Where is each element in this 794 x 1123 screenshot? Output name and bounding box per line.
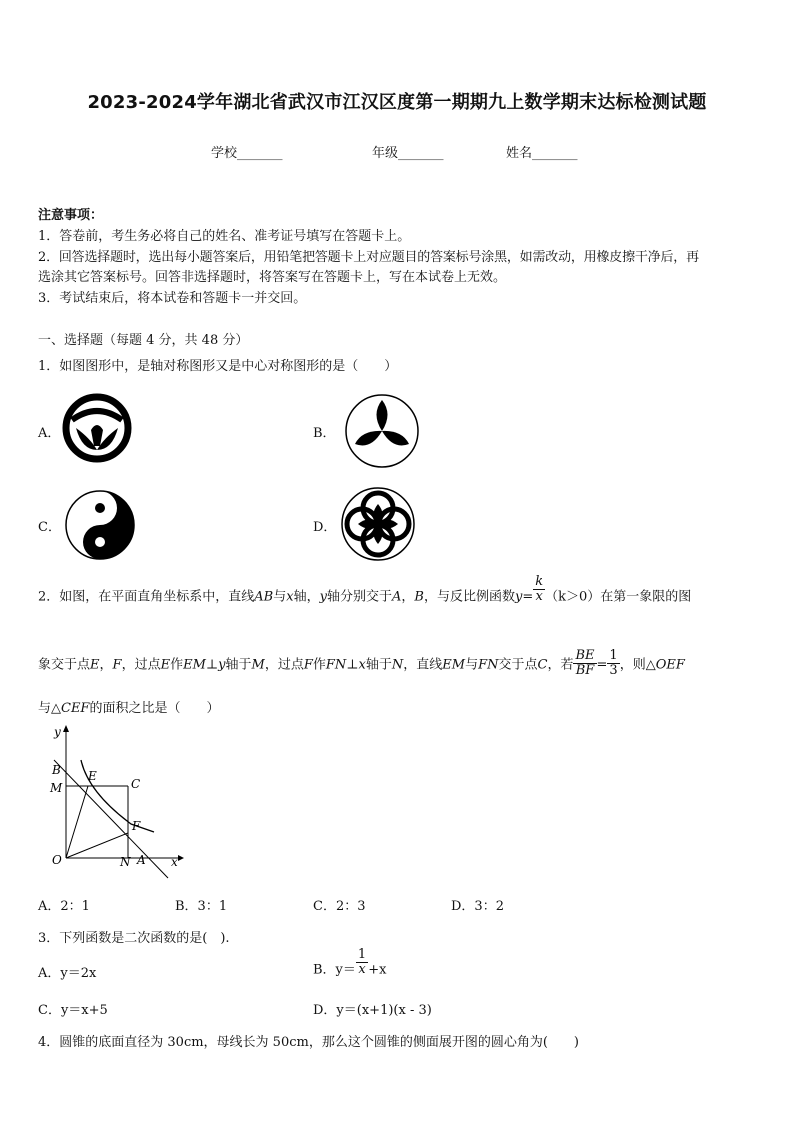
q2-text: ，与反比例函数 <box>423 589 515 605</box>
q2-line1 <box>38 574 692 605</box>
q2-var-CEF: CEF <box>61 701 90 716</box>
q2-text: 轴于 <box>225 657 252 673</box>
grade-field: 年级_______ <box>372 146 444 161</box>
name-field: 姓名_______ <box>506 146 578 161</box>
q1-stem: 1．如图图形中，是轴对称图形又是中心对称图形的是（ ） <box>38 359 398 374</box>
section-heading: 一、选择题（每题 4 分，共 48 分） <box>38 333 249 348</box>
q2-var-AB: AB <box>254 589 274 605</box>
q2-text: 交于点 <box>498 657 538 673</box>
q2-text: 2．如图，在平面直角坐标系中，直线 <box>38 589 255 605</box>
q3-option-b-suffix: +x <box>368 962 387 978</box>
q2-text: ，则△ <box>619 657 656 673</box>
q2-var-y: y <box>514 589 523 605</box>
q2-option-b: B．3：1 <box>175 899 228 914</box>
q3-fraction-one-over-x <box>356 948 368 978</box>
line-ab <box>54 760 168 878</box>
q2-var-E: E <box>90 657 100 673</box>
q1-option-b-label: B． <box>313 426 336 441</box>
fraction-denominator: BF <box>575 663 595 679</box>
q2-option-d: D．3：2 <box>451 899 504 914</box>
q2-text: 轴， <box>293 589 320 605</box>
q2-var-EM: EM <box>442 657 466 673</box>
q2-var-EM: EM <box>183 657 206 673</box>
fraction-numerator: 1 <box>357 947 367 962</box>
q3-option-b <box>313 947 387 978</box>
q2-text: 作 <box>170 657 184 673</box>
label-c: C <box>131 777 141 791</box>
q2-var-B: B <box>414 589 424 605</box>
q4-stem: 4．圆锥的底面直径为 30cm，母线长为 50cm，那么这个圆锥的侧面展开图的圆心角为( ) <box>38 1035 579 1050</box>
q2-fraction-k-over-x <box>533 575 545 605</box>
q2-line2 <box>38 648 685 679</box>
q2-eq: = <box>522 589 534 605</box>
q2-var-F: F <box>112 657 122 673</box>
q2-option-c: C．2：3 <box>313 899 366 914</box>
fraction-numerator: 1 <box>609 648 618 663</box>
q2-text: 象交于点 <box>38 657 91 673</box>
q2-text: ，过点 <box>264 657 304 673</box>
q2-text: 轴分别交于 <box>326 589 392 605</box>
q1-option-d-label: D． <box>313 520 337 535</box>
label-m: M <box>50 781 63 795</box>
note-3: 3．考试结束后，将本试卷和答题卡一并交回。 <box>38 291 307 306</box>
label-b: B <box>52 763 61 777</box>
segment-oe <box>66 786 88 858</box>
q2-perp-x: ⊥x <box>346 657 366 673</box>
q2-text: 与 <box>465 657 479 673</box>
q1-option-d-figure <box>338 484 418 564</box>
q2-coordinate-figure <box>36 722 186 882</box>
fraction-denominator: x <box>535 589 543 605</box>
q2-line3 <box>38 697 219 716</box>
q3-option-c: C．y＝x+5 <box>38 1003 108 1018</box>
q1-option-c-figure <box>62 487 140 565</box>
q1-option-a-figure <box>60 390 136 466</box>
q2-var-FN: FN <box>325 657 347 673</box>
q2-fraction-be-over-bf <box>573 649 596 679</box>
q3-option-d: D．y＝(x+1)(x - 3) <box>313 1003 432 1018</box>
q2-text: ，若 <box>547 657 574 673</box>
q2-text: ， <box>99 657 113 673</box>
q2-var-F: F <box>303 657 313 673</box>
label-o: O <box>52 853 62 867</box>
segment-of <box>66 833 128 858</box>
q2-option-a: A．2：1 <box>38 899 90 914</box>
q2-var-C: C <box>537 657 548 673</box>
q2-var-A: A <box>391 589 402 605</box>
q2-text: 与△ <box>38 701 61 716</box>
label-e: E <box>88 769 97 783</box>
q3-option-a: A．y＝2x <box>38 966 97 981</box>
label-f: F <box>132 819 141 833</box>
notes-heading: 注意事项： <box>38 208 104 223</box>
note-2-line1: 2．回答选择题时，选出每小题答案后，用铅笔把答题卡上对应题目的答案标号涂黑，如需改动，用橡皮擦干净后，再 <box>38 250 699 265</box>
q3-option-b-prefix: B．y＝ <box>313 962 356 978</box>
fraction-denominator: x <box>358 962 366 978</box>
q2-text: 与 <box>273 589 287 605</box>
q2-text: 作 <box>312 657 326 673</box>
fraction-numerator: BE <box>575 648 595 663</box>
q2-perp-y: ⊥y <box>205 657 226 673</box>
note-1: 1．答卷前，考生务必将自己的姓名、准考证号填写在答题卡上。 <box>38 229 411 244</box>
page-title: 2023-2024学年湖北省武汉市江汉区度第一期期九上数学期末达标检测试题 <box>87 92 707 113</box>
q2-text: 的面积之比是（ ） <box>89 701 220 716</box>
q2-text: ，直线 <box>403 657 443 673</box>
q2-var-OEF: OEF <box>655 657 685 673</box>
x-axis-arrow-icon <box>178 855 184 861</box>
q1-option-b-figure <box>343 392 421 470</box>
q2-var-E: E <box>160 657 171 673</box>
q2-var-y: y <box>319 589 327 605</box>
q2-var-M: M <box>251 657 265 673</box>
fraction-denominator: 3 <box>609 663 618 679</box>
q2-text: ，过点 <box>121 657 161 673</box>
q1-option-a-label: A． <box>38 426 61 441</box>
q2-fraction-one-third <box>607 649 619 679</box>
q2-var-FN: FN <box>478 657 499 673</box>
school-field: 学校_______ <box>211 146 283 161</box>
q2-var-N: N <box>391 657 404 673</box>
label-y: y <box>54 725 61 739</box>
q2-text: （k＞0）在第一象限的图 <box>545 589 692 605</box>
label-a: A <box>137 853 146 867</box>
q2-eq: = <box>596 657 608 673</box>
y-axis-arrow-icon <box>63 725 69 732</box>
fraction-numerator: k <box>535 574 544 589</box>
label-n: N <box>120 855 131 869</box>
q2-var-x: x <box>286 589 294 605</box>
note-2-line2: 选涂其它答案标号。回答非选择题时，将答案写在答题卡上，写在本试卷上无效。 <box>38 270 507 285</box>
q2-text: ， <box>401 589 415 605</box>
q3-stem: 3．下列函数是二次函数的是( ). <box>38 931 230 946</box>
q2-text: 轴于 <box>365 657 392 673</box>
q1-option-c-label: C． <box>38 520 61 535</box>
label-x: x <box>171 855 178 869</box>
